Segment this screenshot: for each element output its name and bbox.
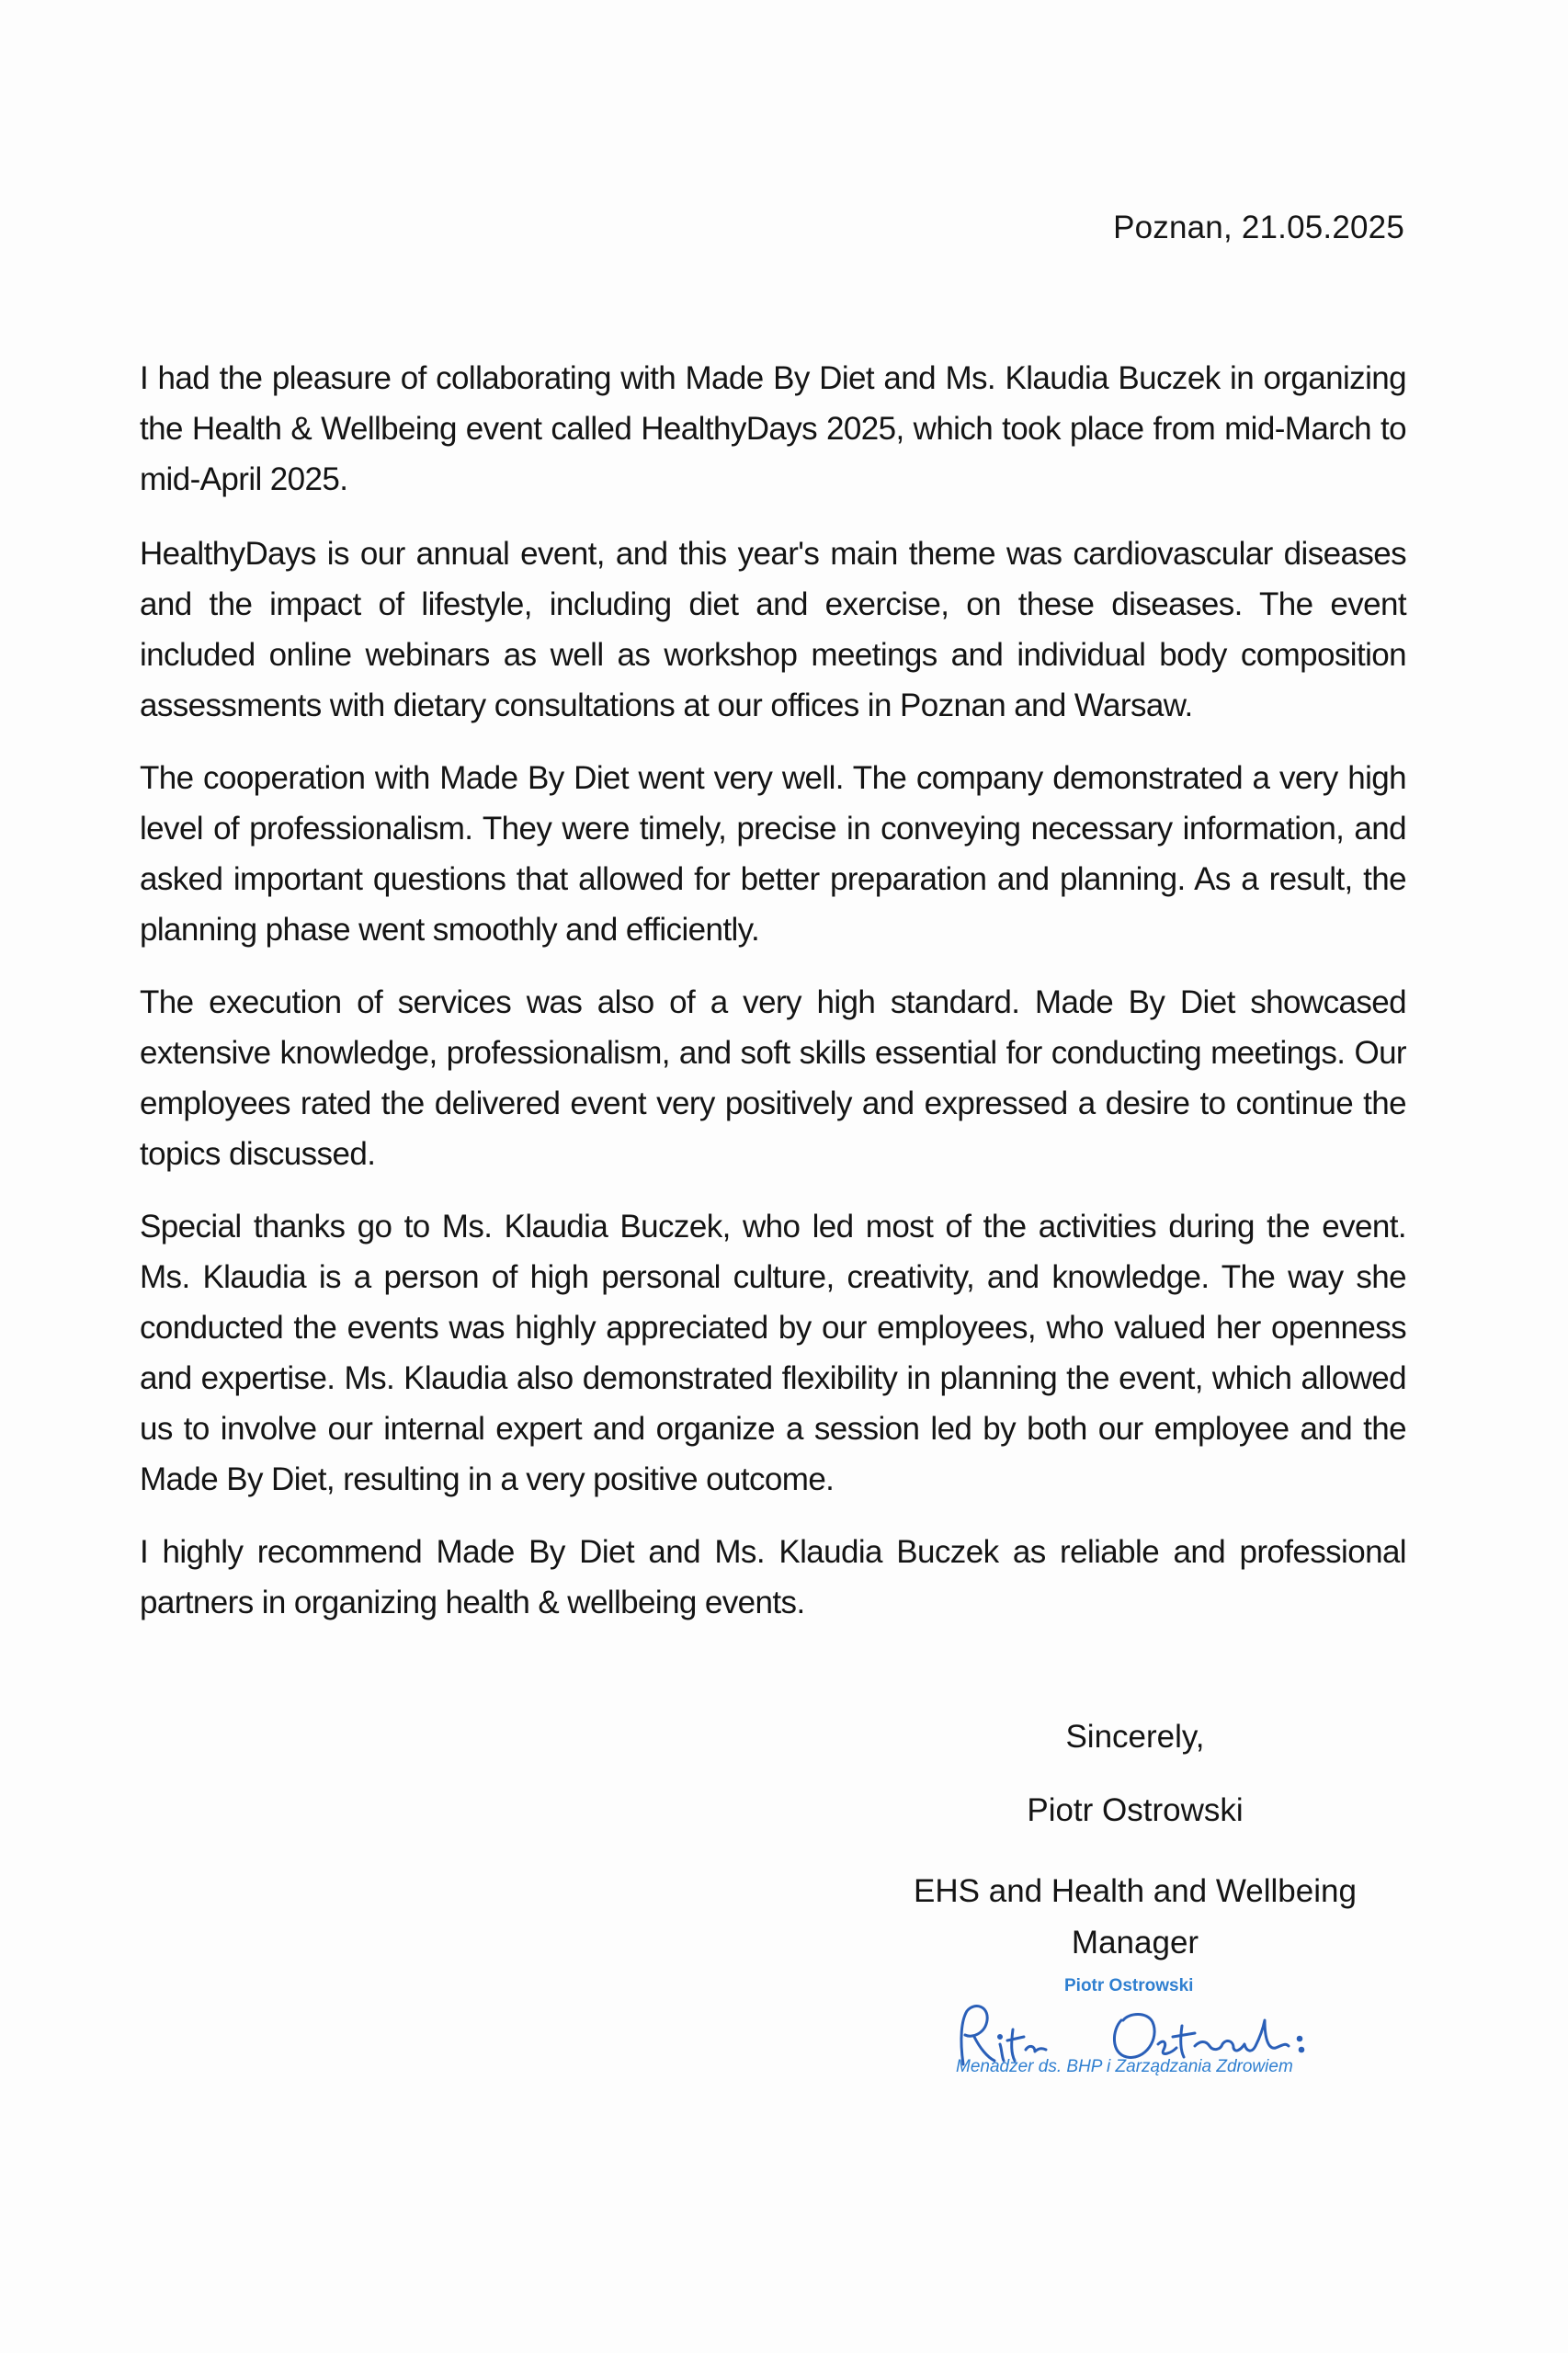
place-and-date: Poznan, 21.05.2025 <box>1113 210 1404 245</box>
paragraph-event-description: HealthyDays is our annual event, and this year's main theme was cardiovascular diseases and the impact of lifestyle, including diet and exercise, on these diseases. The event included online webinars as well as workshop meetings and individual body composition assessments with dietary consultations at our offices in Poznan and Warsaw. <box>140 536 1406 723</box>
stamp-role: Menadżer ds. BHP i Zarządzania Zdrowiem <box>956 2057 1293 2076</box>
paragraph-special-thanks: Special thanks go to Ms. Klaudia Buczek, who led most of the activities during the event. Ms. Klaudia is a person of high personal culture, creativity, and knowledge. The way she conducted the events was highly appreciated by our employees, who valued her openness and expertise. Ms. Klaudia also demonstrated flexibility in planning the event, which allowed us to involve our internal expert and organize a session led by both our employee and the Made By Diet, resulting in a very positive outcome. <box>140 1209 1406 1497</box>
signature-stamp <box>947 1976 1333 2086</box>
paragraph-execution: The execution of services was also of a very high standard. Made By Diet showcased extensive knowledge, professionalism, and soft skills essential for conducting meetings. Our employees rated the delivered event very positively and expressed a desire to continue the topics discussed. <box>140 984 1406 1172</box>
signer-name: Piotr Ostrowski <box>1027 1792 1244 1828</box>
paragraph-introduction: I had the pleasure of collaborating with Made By Diet and Ms. Klaudia Buczek in organizing the Health & Wellbeing event called HealthyDays 2025, which took place from mid-March to mid-April 2025. <box>140 360 1406 497</box>
stamp-name: Piotr Ostrowski <box>1064 1976 1194 1995</box>
signer-title: EHS and Health and Wellbeing Manager <box>914 1873 1357 1961</box>
closing-salutation: Sincerely, <box>1065 1719 1205 1755</box>
letter-body <box>140 353 1406 1650</box>
paragraph-recommendation: I highly recommend Made By Diet and Ms. Klaudia Buczek as reliable and professional partners in organizing health & wellbeing events. <box>140 1534 1406 1620</box>
paragraph-cooperation: The cooperation with Made By Diet went very well. The company demonstrated a very high level of professionalism. They were timely, precise in conveying necessary information, and asked important questions that allowed for better preparation and planning. As a result, the planning phase went smoothly and efficiently. <box>140 760 1406 948</box>
